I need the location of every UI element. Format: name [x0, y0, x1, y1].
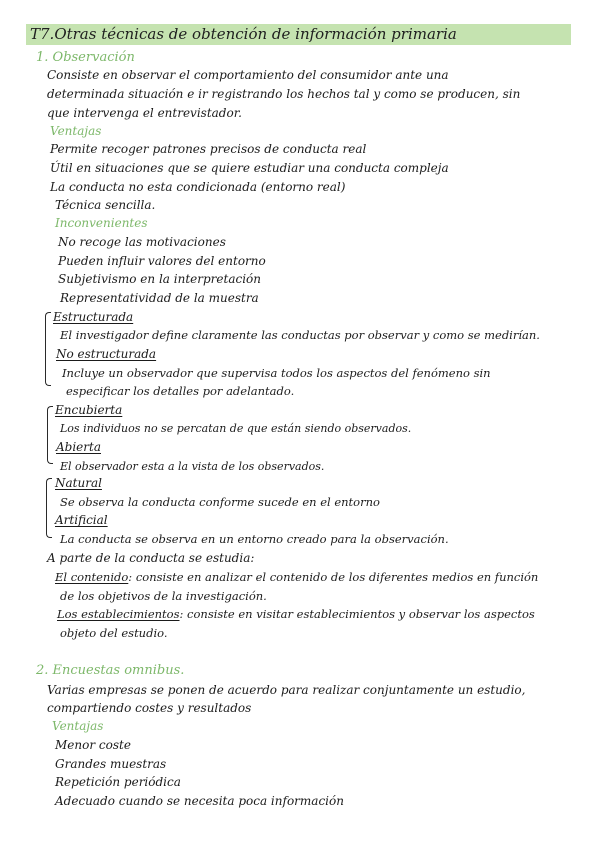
list-item: No recoge las motivaciones	[58, 235, 226, 249]
subtype-label: No estructurada	[56, 347, 157, 361]
page-title: T7.Otras técnicas de obtención de información primaria	[30, 25, 457, 43]
list-item: Representatividad de la muestra	[60, 291, 259, 305]
definition-line: que intervenga el entrevistador.	[47, 106, 242, 120]
group-bracket	[45, 312, 51, 386]
subtype-label: Natural	[55, 476, 102, 490]
subtype-text: Los individuos no se percatan de que están siendo observados.	[60, 422, 412, 435]
list-item: La conducta no esta condicionada (entorno real)	[50, 180, 346, 194]
list-item: Repetición periódica	[55, 775, 181, 789]
definition-line: Varias empresas se ponen de acuerdo para realizar conjuntamente un estudio,	[47, 683, 526, 697]
subtype-text: Se observa la conducta conforme sucede en el entorno	[60, 495, 380, 509]
definition-line: compartiendo costes y resultados	[47, 701, 252, 715]
section-heading-encuestas: 2. Encuestas omnibus.	[36, 663, 185, 678]
subtype-text: El observador esta a la vista de los observados.	[60, 460, 325, 473]
group-bracket	[46, 478, 52, 538]
definition-line: determinada situación e ir registrando los hechos tal y como se producen, sin	[47, 87, 521, 101]
contenido-label: El contenido	[55, 570, 129, 584]
subtype-text: especificar los detalles por adelantado.	[66, 384, 295, 398]
ventajas-heading: Ventajas	[50, 124, 102, 138]
aparte-line: A parte de la conducta se estudia:	[47, 551, 255, 565]
establecimientos-line	[57, 607, 535, 622]
ventajas-heading: Ventajas	[52, 719, 104, 733]
establecimientos-line-2: objeto del estudio.	[60, 626, 168, 640]
definition-line: Consiste en observar el comportamiento del consumidor ante una	[47, 68, 449, 82]
list-item: Permite recoger patrones precisos de conducta real	[50, 142, 367, 156]
subtype-text: La conducta se observa en un entorno creado para la observación.	[60, 532, 449, 546]
list-item: Grandes muestras	[55, 757, 167, 771]
inconvenientes-heading: Inconvenientes	[55, 216, 148, 230]
list-item: Útil en situaciones que se quiere estudiar una conducta compleja	[50, 161, 449, 175]
list-item: Subjetivismo en la interpretación	[58, 272, 261, 286]
subtype-text: Incluye un observador que supervisa todos los aspectos del fenómeno sin	[62, 366, 491, 380]
establecimientos-text: : consiste en visitar establecimientos y observar los aspectos	[179, 607, 535, 621]
list-item: Menor coste	[55, 738, 131, 752]
contenido-line-2: de los objetivos de la investigación.	[60, 589, 267, 603]
section-heading-observacion: 1. Observación	[36, 50, 135, 65]
list-item: Pueden influir valores del entorno	[58, 254, 266, 268]
contenido-text: : consiste en analizar el contenido de los diferentes medios en función	[128, 570, 539, 584]
subtype-label: Encubierta	[55, 403, 123, 417]
subtype-label: Estructurada	[53, 310, 134, 324]
list-item: Adecuado cuando se necesita poca información	[55, 794, 344, 808]
establecimientos-label: Los establecimientos	[57, 607, 180, 621]
group-bracket	[47, 406, 53, 464]
subtype-label: Artificial	[55, 513, 108, 527]
subtype-label: Abierta	[56, 440, 101, 454]
list-item: Técnica sencilla.	[55, 198, 156, 212]
contenido-line	[55, 570, 538, 585]
subtype-text: El investigador define claramente las conductas por observar y como se medirían.	[60, 328, 540, 342]
